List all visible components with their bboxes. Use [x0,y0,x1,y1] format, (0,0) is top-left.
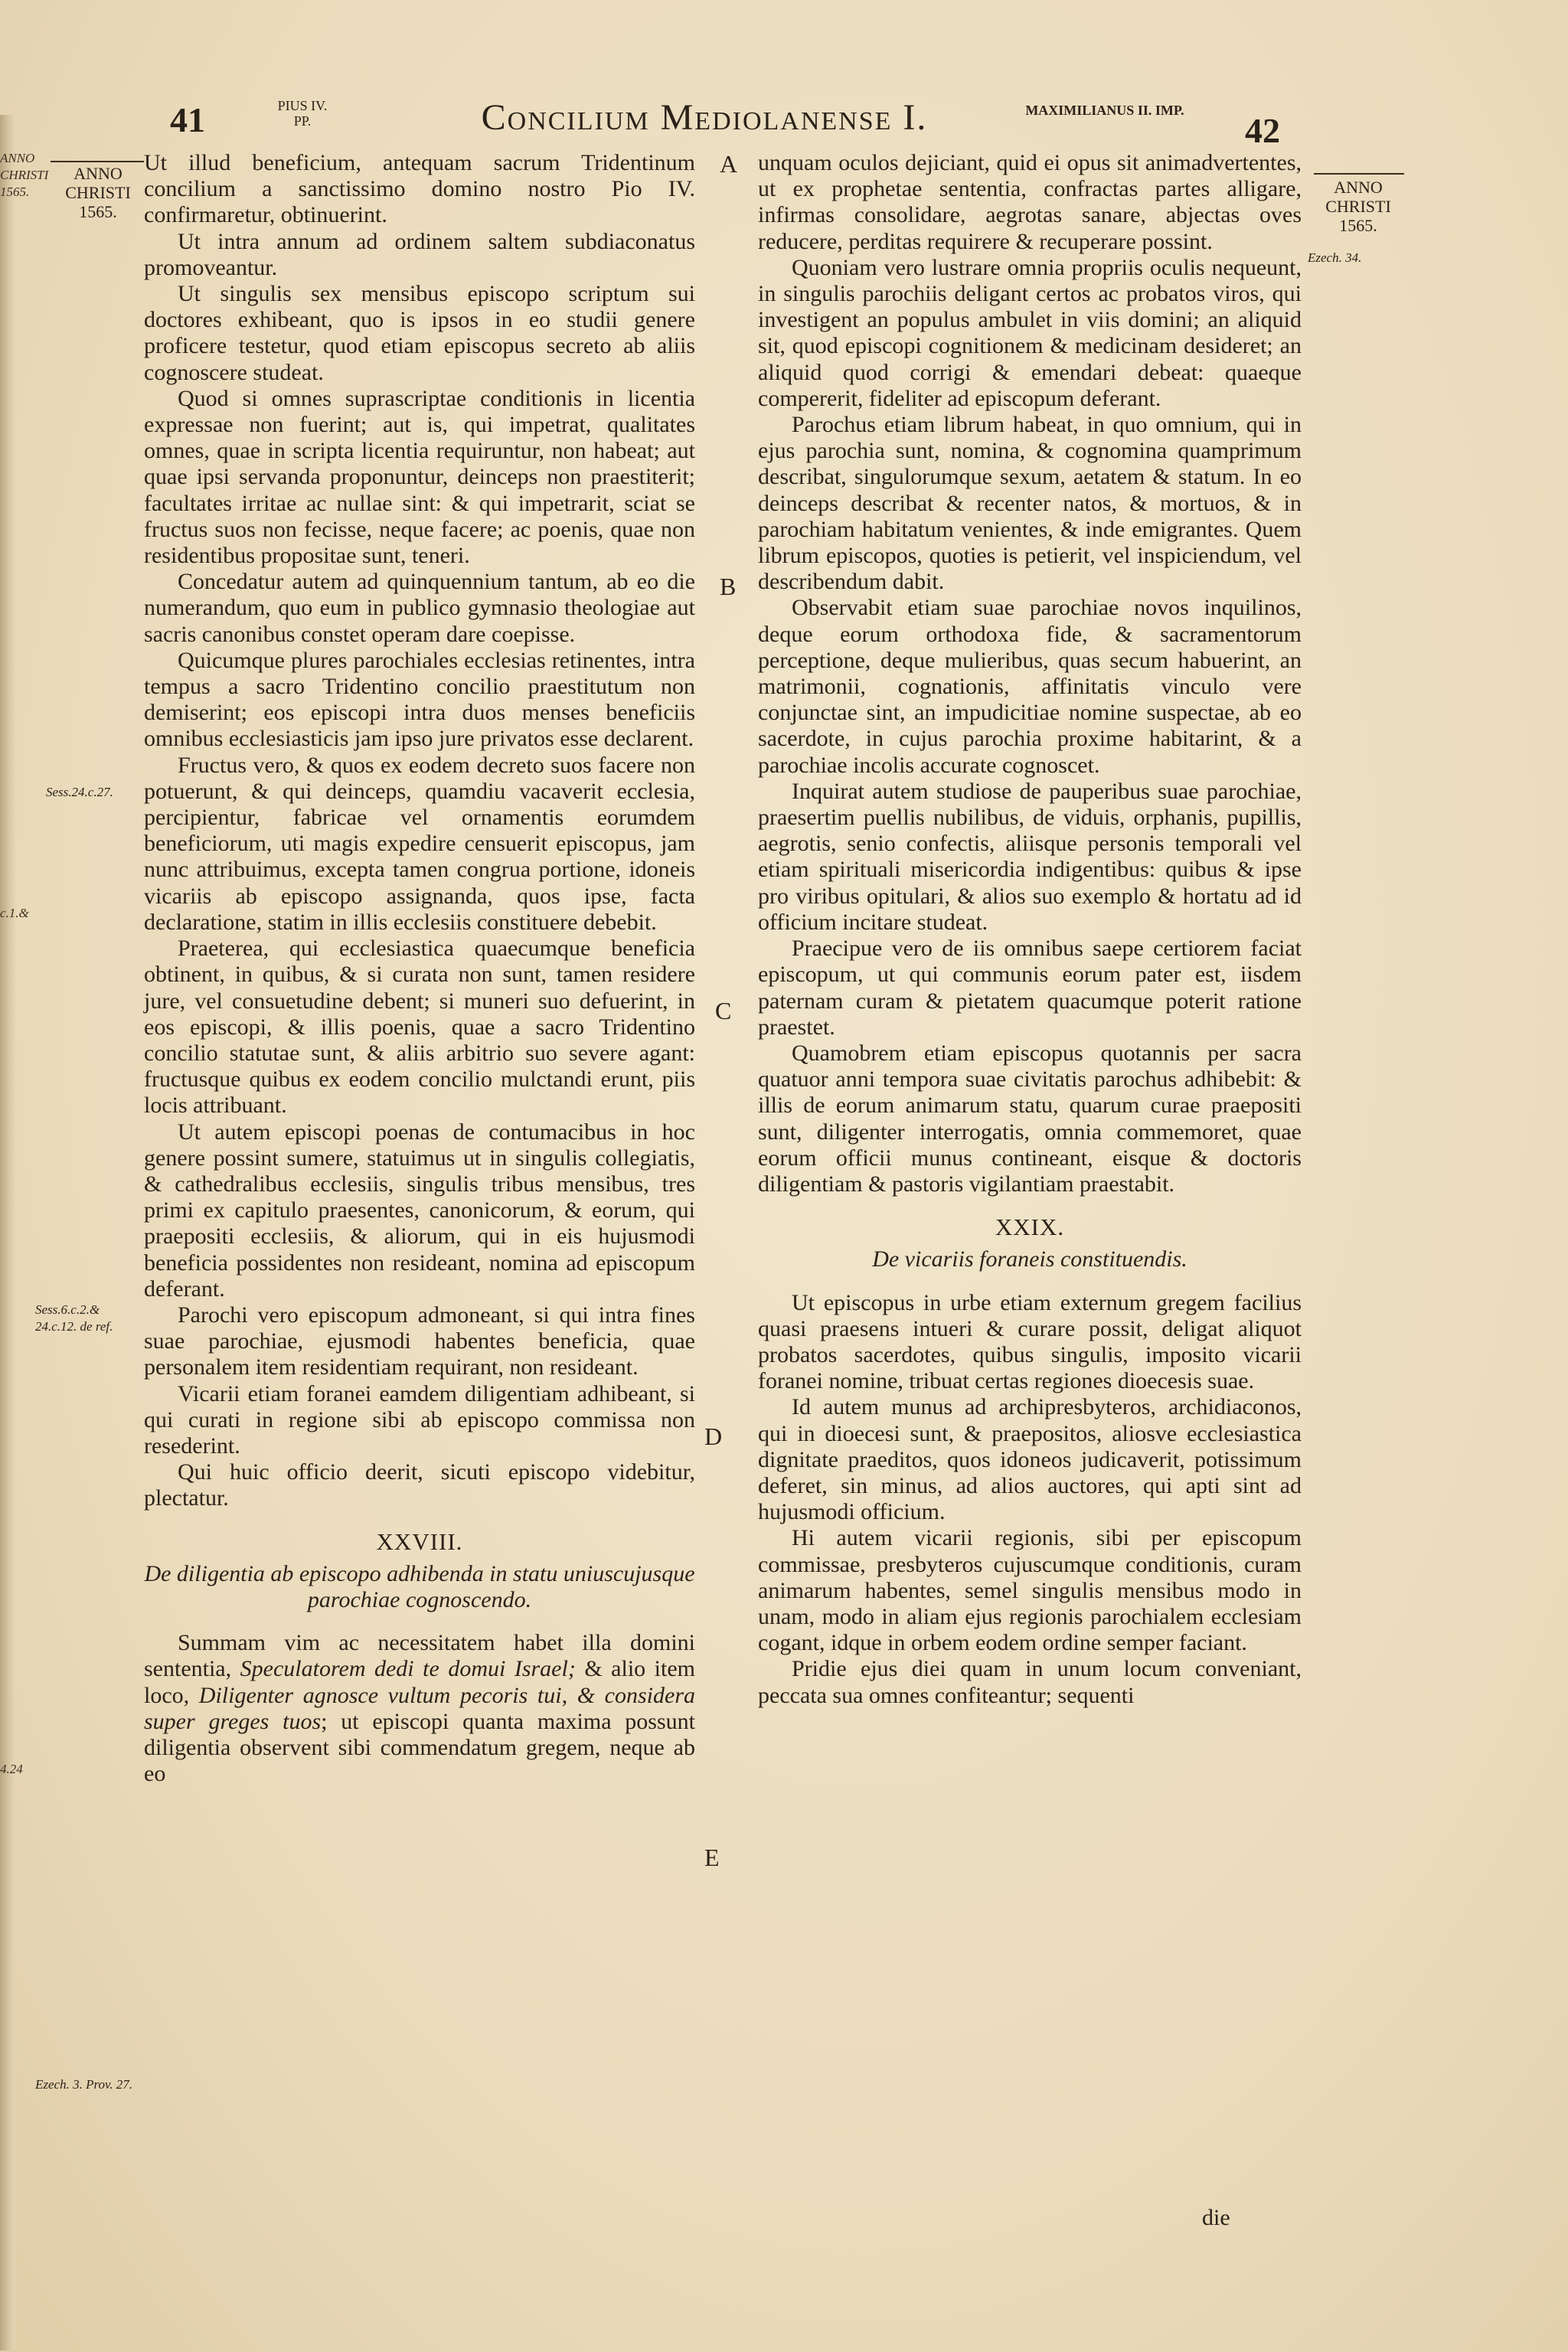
gutter-note-mid: c.1.& [0,906,29,920]
paragraph [144,1630,695,1787]
paragraph: Ut illud beneficium, antequam sacrum Tridentinum concilium a sanctissimo domino nostro Pio IV. confirmaretur, obtinuerint. [144,150,695,228]
gutter-note-lower: 4.24 [0,1762,23,1776]
section-heading-xxviii: XXVIII. [376,1527,463,1555]
gutter-year-note: ANNO CHRISTI 1565. [0,151,49,199]
paragraph: Vicarii etiam foranei eamdem diligentiam adhibeant, si qui curati in regione sibi ab episcopo commissa non resederint. [144,1380,695,1459]
catchword: die [1202,2205,1230,2230]
scripture-quote: Diligenter agnosce vultum pecoris tui, & considera super greges tuos [144,1682,696,1734]
paragraph: Concedatur autem ad quinquennium tantum, ab eo die numerandum, quo eum in publico gymnasio theologiae aut sacris canonibus constet operam dare coepisse. [144,569,695,647]
scripture-quote: Speculatorem dedi te domui Israel; [240,1656,576,1682]
year-note-right: ANNO CHRISTI 1565. [1325,178,1391,235]
year-rule-left [51,161,144,162]
paragraph: Quamobrem etiam episcopus quotannis per sacra quatuor anni tempora suae civitatis parochus adhibebit: & illis de eorum animarum statu, quarum curae praepositi sunt, diligenter interrogatis, omnia commemoret, quae eorum officii munus contineant, eisque & doctoris diligentiam & pastoris vigilantiam praestabit. [758,1040,1302,1197]
paragraph: Quoniam vero lustrare omnia propriis oculis nequeunt, in singulis parochiis deligant certos ac probatos viros, qui investigent an populus ambulet in viis domini; an aliquid sit, quod episcopi cognitionem & medicinam desideret; an aliquid quod corrigi & emendari debeat: quaeque compererit, fideliter ad episcopum deferant. [758,254,1302,411]
paragraph: Ut episcopus in urbe etiam externum gregem facilius quasi praesens intueri & curare possit, deligat aliquot probatos sacerdotes, quibus singulis, imposito vicarii foranei nomine, tribuat certas regiones dioecesis suae. [758,1289,1302,1394]
section-letter-d: D [704,1423,723,1450]
paragraph: Praeterea, qui ecclesiastica quaecumque beneficia obtinent, in quibus, & si curata non sunt, tamen residere jure, vel consuetudine debent; si muneri suo defuerint, in eos episcopi, & illis poenis, quae a sacro Tridentino concilio statutae sunt, & aliis arbitrio suo severe agant: fructusque quibus ex eodem concilio mulctandi erunt, piis locis attribuant. [144,936,695,1119]
page-title: Concilium Mediolanense I. [481,97,928,138]
left-running-head: PIUS IV. PP. [277,98,328,129]
paragraph: Parochi vero episcopum admoneant, si qui intra fines suae parochiae, ejusmodi habentes beneficia, quae personalem item residentiam requirant, non resideant. [144,1302,695,1380]
paragraph: Pridie ejus diei quam in unum locum conveniant, peccata sua omnes confiteantur; sequenti [758,1656,1302,1708]
paragraph: Ut intra annum ad ordinem saltem subdiaconatus promoveantur. [144,228,695,280]
section-letter-e: E [704,1844,720,1871]
margin-note-ezech3: Ezech. 3. Prov. 27. [35,2077,132,2092]
right-column [758,150,1302,1709]
right-page-number: 42 [1245,111,1280,150]
paragraph-text: & alio item loco, [144,1656,695,1708]
section-letter-a: A [720,150,738,178]
right-running-head: MAXIMILIANUS II. IMP. [1025,103,1184,118]
paragraph: Qui huic officio deerit, sicuti episcopo videbitur, plectatur. [144,1459,695,1511]
section-letter-c: C [715,997,732,1024]
paragraph: Ut singulis sex mensibus episcopo scriptum sui doctores exhibeant, quo is ipsos in eo studii genere proficere testetur, quod etiam episcopus secreto ab aliis cognoscere studeat. [144,281,695,385]
paragraph: unquam oculos dejiciant, quid ei opus sit animadvertentes, ut ex prophetae sententia, confractas partes alligare, infirmas consolidare, aegrotas sanare, abjectas oves reducere, perditas requirere & recuperare possint. [758,150,1302,254]
paragraph: Praecipue vero de iis omnibus saepe certiorem faciat episcopum, ut qui communis eorum pater est, iisdem paternam curam & pietatem quacumque poterit ratione praestet. [758,936,1302,1040]
margin-note-ezech34: Ezech. 34. [1308,250,1362,265]
margin-note-sess6: Sess.6.c.2.& 24.c.12. de ref. [35,1302,113,1334]
paragraph-text: Summam vim ac necessitatem habet illa domini sententia, [144,1630,695,1682]
paragraph: Observabit etiam suae parochiae novos inquilinos, deque eorum orthodoxa fide, & sacramentorum perceptione, deque mulieribus, quas secum habuerint, an matrimonii, cognationis, affinitatis vinculo vere conjunctae sint, an impudicitiae nomine suspectae, ab eo sacerdote, in cujus parochia proxime habitarint, & a parochiae incolis accurate cognoscet. [758,595,1302,778]
paragraph: Quod si omnes suprascriptae conditionis in licentia expressae non fuerint; aut is, qui impetrat, qualitates omnes, quae in scripta licentia requiruntur, non habeat; aut quae ipsi servanda proponuntur, deinceps non praestiterit; facultates irritae ac nullae sint: & qui impetrarit, sciat se fructus suos non fecisse, neque facere; ac poenis, quae non residentibus propositae sunt, teneri. [144,385,695,569]
section-heading-xxix: XXIX. [995,1214,1065,1241]
running-header [0,90,1568,152]
section-letter-b: B [720,573,737,600]
left-column [144,150,695,1787]
paragraph-text: ; ut episcopi quanta maxima possunt diligentia observent sibi commendatum gregem, neque ab eo [144,1708,695,1787]
paragraph: Fructus vero, & quos ex eodem decreto suos facere non potuerunt, & qui deinceps, quamdiu vacaverit ecclesia, percipientur, fabricae vel ornamentis eorumdem beneficiorum, uti magis expedire censuerit episcopus, jam nunc attribuimus, excepta tamen congrua portione, idoneis vicariis ab episcopo assignanda, quos ipse, facta declaratione, statim in illis ecclesiis constituere debebit. [144,752,695,935]
left-page-number: 41 [170,100,205,139]
paragraph: Hi autem vicarii regionis, sibi per episcopum commissae, presbyteros cujuscumque conditionis, curam animarum habentes, semel singulis mensibus modo in unam, modo in aliam ejus regionis parochialem ecclesiam cogant, idque in orbem eodem ordine semper faciant. [758,1525,1302,1656]
year-rule-right [1314,173,1404,175]
paragraph: Ut autem episcopi poenas de contumacibus in hoc genere possint sumere, statuimus ut in singulis collegiatis, & cathedralibus ecclesiis, singulis tribus mensibus, tres primi ex capitulo praesentes, canonicorum, & eorum, qui praepositi ecclesiis, & aliorum, qui in eis hujusmodi beneficia possidentes non resideant, nomina ad episcopum deferant. [144,1119,695,1302]
section-subheading-xxix: De vicariis foraneis constituendis. [872,1246,1187,1272]
paragraph: Quicumque plures parochiales ecclesias retinentes, intra tempus a sacro Tridentino concilio praestitutum non demiserint; eos episcopi intra duos menses beneficiis omnibus ecclesiasticis jam ipso jure privatos esse declarent. [144,647,695,752]
paragraph: Inquirat autem studiose de pauperibus suae parochiae, praesertim puellis nubilibus, de viduis, orphanis, pupillis, aegrotis, senio confectis, aliisque personis temporali vel etiam spirituali misericordia indigentibus: quibus & ipse pro viribus opitulari, & alios suo exemplo & hortatu ad id officium incitare studeat. [758,778,1302,935]
paragraph: Parochus etiam librum habeat, in quo omnium, qui in ejus parochia sunt, nomina, & cognomina quamprimum describat, singulorumque sexum, aetatem & statum. In eo deinceps describat & recenter natos, & mortuos, & in parochiam habitatum venientes, & inde emigrantes. Quem librum episcopos, quoties is petierit, vel inspiciendum, vel describendum dabit. [758,412,1302,595]
year-note-left: ANNO CHRISTI 1565. [65,164,131,221]
paragraph: Id autem munus ad archipresbyteros, archidiaconos, qui in dioecesi sunt, & praepositos, aliosve ecclesiastica dignitate praeditos, quos idoneos judicaverit, potissimum deferet, sin minus, ad alios auctores, qui apti sint ad hujusmodi officium. [758,1394,1302,1525]
margin-note-sess24: Sess.24.c.27. [46,785,113,799]
section-subheading-xxviii: De diligentia ab episcopo adhibenda in statu uniuscujusque parochiae cognoscendo. [144,1560,695,1612]
